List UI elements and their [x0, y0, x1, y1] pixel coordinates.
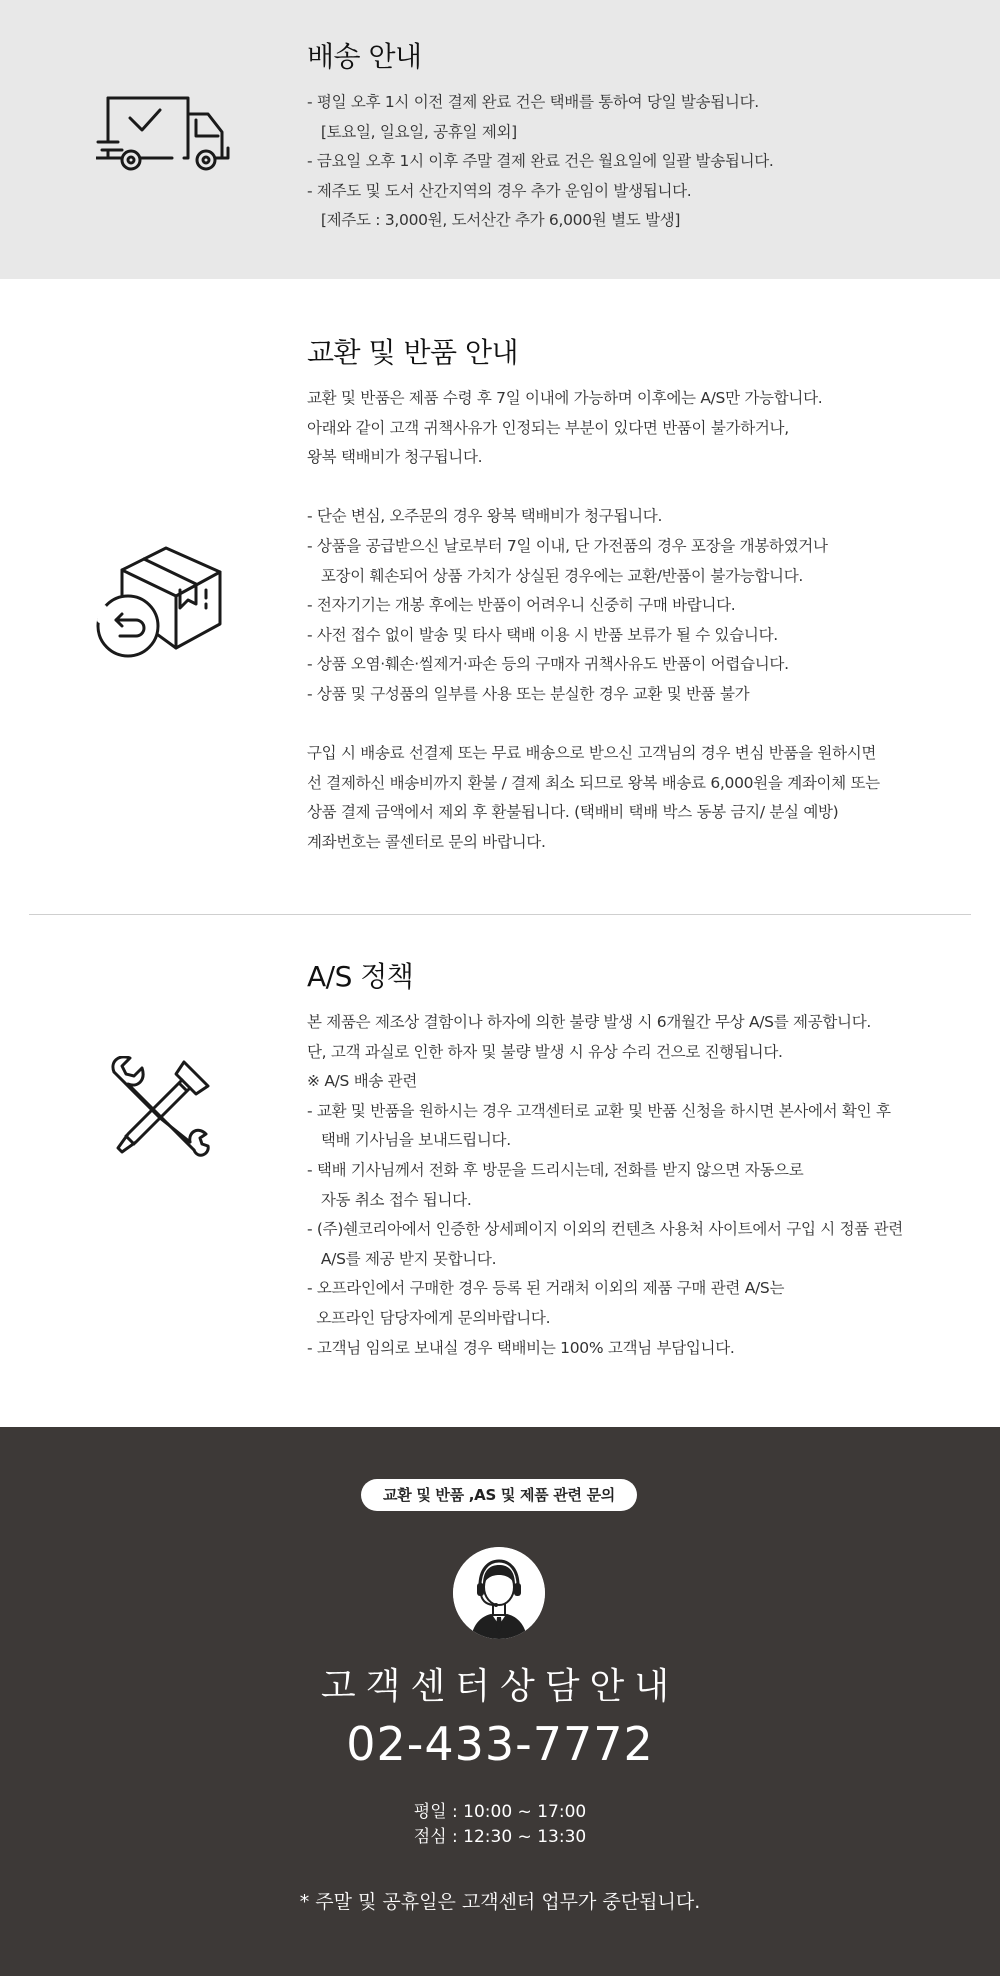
hours-lunch: 점심 : 12:30 ~ 13:30 [413, 1827, 587, 1847]
delivery-truck-check-icon [96, 92, 230, 182]
text-line: A/S를 제공 받지 못합니다. [307, 1249, 497, 1268]
text-line: 본 제품은 제조상 결함이나 하자에 의한 불량 발생 시 6개월간 무상 A/S를 제공합니다. [307, 1013, 872, 1031]
hours-weekday: 평일 : 10:00 ~ 17:00 [413, 1802, 587, 1822]
text-line: 자동 취소 접수 됩니다. [307, 1190, 472, 1209]
text-line: - 제주도 및 도서 산간지역의 경우 추가 운임이 발생됩니다. [307, 181, 692, 200]
as-policy-title: A/S 정책 [307, 960, 414, 993]
text-line [307, 473, 880, 503]
text-line: 포장이 훼손되어 상품 가치가 상실된 경우에는 교환/반품이 불가능합니다. [307, 566, 804, 585]
customer-center-phone[interactable]: 02-433-7772 [346, 1717, 654, 1771]
inquiry-badge: 교환 및 반품 ,AS 및 제품 관련 문의 [361, 1479, 637, 1511]
shipping-title: 배송 안내 [307, 40, 422, 73]
customer-center-section [0, 1427, 1000, 1976]
returns-content [307, 334, 880, 858]
text-line: - 택배 기사님께서 전화 후 방문을 드리시는데, 전화를 받지 않으면 자동으로 [307, 1160, 804, 1179]
text-line: [제주도 : 3,000원, 도서산간 추가 6,000원 별도 발생] [307, 211, 681, 230]
text-line: 계좌번호는 콜센터로 문의 바랍니다. [307, 832, 546, 851]
text-line: - 전자기기는 개봉 후에는 반품이 어려우니 신중히 구매 바랍니다. [307, 596, 736, 615]
text-line: 선 결제하신 배송비까지 환불 / 결제 최소 되므로 왕복 배송료 6,000원을 계좌이체 또는 [307, 773, 880, 792]
customer-center-title: 고객센터상담안내 [320, 1666, 680, 1707]
text-line: 아래와 같이 고객 귀책사유가 인정되는 부분이 있다면 반품이 불가하거나, [307, 418, 789, 437]
text-line: - 단순 변심, 오주문의 경우 왕복 택배비가 청구됩니다. [307, 507, 663, 526]
shipping-info-section [0, 0, 1000, 279]
return-box-icon [94, 534, 224, 660]
text-line: 단, 고객 과실로 인한 하자 및 불량 발생 시 유상 수리 건으로 진행됩니다. [307, 1042, 783, 1061]
returns-info-section [0, 279, 1000, 915]
text-line: - (주)쉔코리아에서 인증한 상세페이지 이외의 컨텐츠 사용처 사이트에서 구입 시 정품 관련 [307, 1220, 903, 1239]
shipping-lines [307, 88, 774, 236]
text-line: - 평일 오후 1시 이전 결제 완료 건은 택배를 통하여 당일 발송됩니다. [307, 93, 759, 111]
text-line: - 교환 및 반품을 원하시는 경우 고객센터로 교환 및 반품 신청을 하시면 본사에서 확인 후 [307, 1101, 891, 1120]
shipping-content [307, 38, 774, 236]
business-hours [0, 1800, 1000, 1850]
text-line: 왕복 택배비가 청구됩니다. [307, 448, 483, 467]
text-line: - 상품을 공급받으신 날로부터 7일 이내, 단 가전품의 경우 포장을 개봉하였거나 [307, 536, 828, 555]
text-line: 구입 시 배송료 선결제 또는 무료 배송으로 받으신 고객님의 경우 변심 반품을 원하시면 [307, 744, 877, 763]
text-line: - 사전 접수 없이 발송 및 타사 택배 이용 시 반품 보류가 될 수 있습니다. [307, 625, 778, 644]
text-line: 교환 및 반품은 제품 수령 후 7일 이내에 가능하며 이후에는 A/S만 가능합니다. [307, 389, 823, 407]
text-line [307, 710, 880, 740]
text-line: [토요일, 일요일, 공휴일 제외] [307, 122, 517, 141]
text-line: 오프라인 담당자에게 문의바랍니다. [307, 1308, 551, 1327]
text-line: ※ A/S 배송 관련 [307, 1072, 418, 1091]
as-policy-lines [307, 1008, 903, 1363]
text-line: 상품 결제 금액에서 제외 후 환불됩니다. (택배비 택배 박스 동봉 금지/ 분실 예방) [307, 803, 839, 822]
wrench-screwdriver-icon [108, 1056, 214, 1160]
returns-lines [307, 384, 880, 858]
text-line: - 금요일 오후 1시 이후 주말 결제 완료 건은 월요일에 일괄 발송됩니다. [307, 152, 774, 171]
text-line: 택배 기사님을 보내드립니다. [307, 1131, 511, 1150]
as-policy-section [0, 915, 1000, 1427]
text-line: - 고객님 임의로 보내실 경우 택배비는 100% 고객님 부담입니다. [307, 1338, 735, 1357]
returns-title: 교환 및 반품 안내 [307, 336, 519, 369]
as-policy-content [307, 958, 903, 1363]
text-line: - 상품 오염·훼손·씰제거·파손 등의 구매자 귀책사유도 반품이 어렵습니다. [307, 655, 789, 674]
headset-agent-icon [453, 1547, 545, 1639]
text-line: - 상품 및 구성품의 일부를 사용 또는 분실한 경우 교환 및 반품 불가 [307, 684, 750, 703]
holiday-notice: * 주말 및 공휴일은 고객센터 업무가 중단됩니다. [299, 1891, 701, 1913]
text-line: - 오프라인에서 구매한 경우 등록 된 거래처 이외의 제품 구매 관련 A/S는 [307, 1279, 785, 1298]
